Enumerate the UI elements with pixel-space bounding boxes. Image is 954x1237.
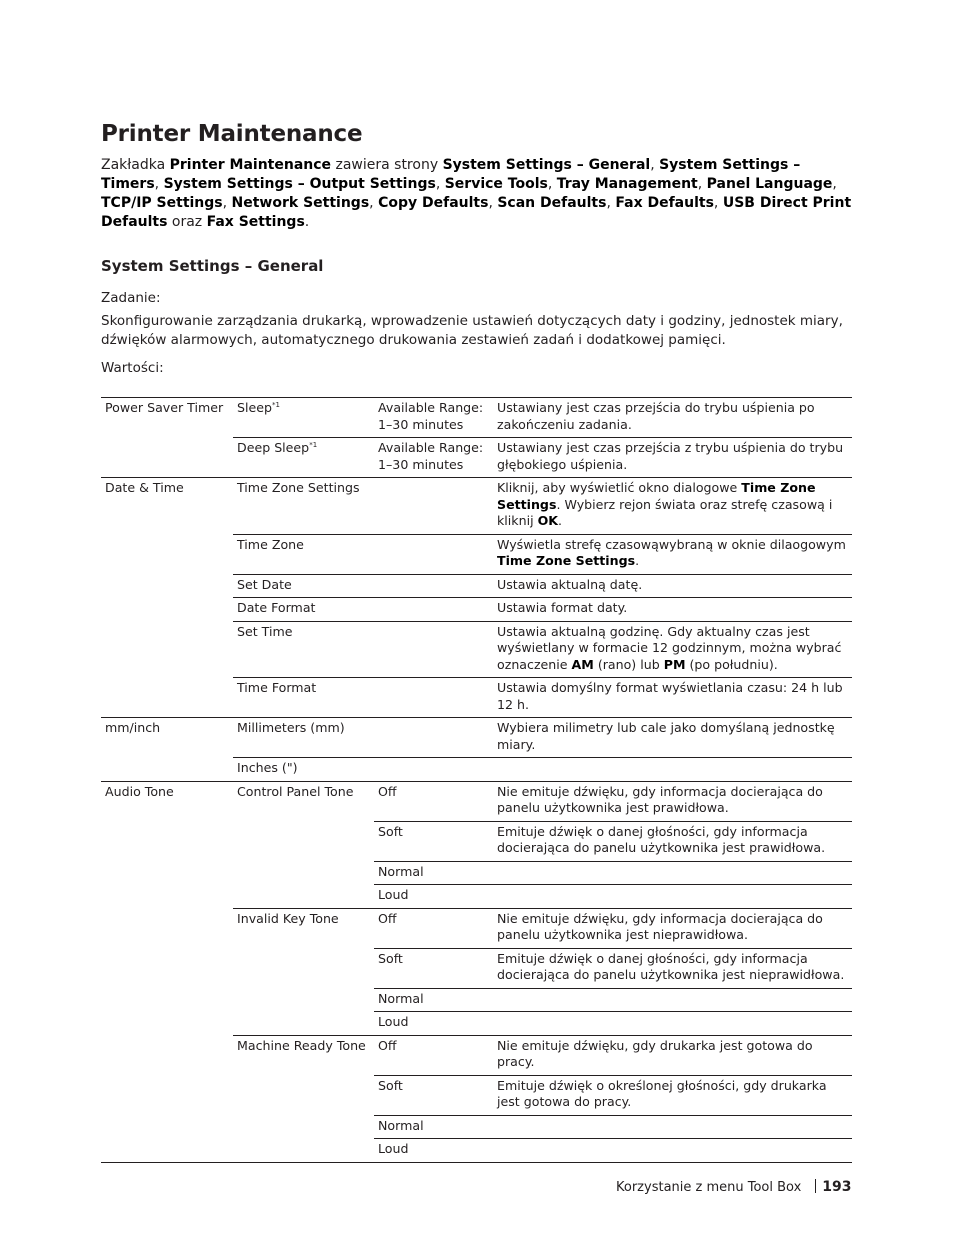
table-row	[101, 718, 852, 758]
setting-group-cell	[101, 988, 233, 1012]
setting-description-cell	[493, 781, 852, 821]
table-row	[101, 885, 852, 909]
text-run: Time Zone	[237, 536, 304, 552]
page-content	[101, 119, 853, 378]
setting-description-cell	[493, 1139, 852, 1163]
setting-item-cell	[233, 574, 374, 598]
setting-item-cell	[233, 948, 374, 988]
setting-group-cell	[101, 1012, 233, 1036]
table-row	[101, 908, 852, 948]
setting-item-cell	[233, 1139, 374, 1163]
table-row	[101, 438, 852, 478]
setting-value-cell: Soft	[374, 948, 493, 988]
text-run: ,	[713, 195, 723, 211]
table-row	[101, 478, 852, 535]
text-run: Kliknij, aby wyświetlić okno dialogowe	[497, 480, 742, 495]
setting-item-cell	[233, 478, 374, 535]
setting-value-cell: Loud	[374, 885, 493, 909]
footnote-marker: *1	[271, 401, 280, 409]
table-row	[101, 1139, 852, 1163]
table-row	[101, 678, 852, 718]
intro-paragraph	[101, 156, 853, 232]
page-title: Printer Maintenance	[101, 121, 363, 147]
ui-term: USB Direct Print Defaults	[101, 195, 852, 230]
text-run: Set Time	[237, 623, 293, 639]
setting-value-cell: Off	[374, 908, 493, 948]
setting-value-cell: Soft	[374, 1075, 493, 1115]
ui-term: Time Zone Settings	[497, 553, 636, 568]
table-row	[101, 948, 852, 988]
ui-term: Fax Defaults	[615, 195, 714, 211]
text-run: Ustawia domyślny format wyświetlania czasu: 24 h lub 12 h.	[497, 680, 843, 712]
text-run: Deep Sleep	[237, 440, 310, 455]
text-run: ,	[547, 176, 557, 192]
setting-item-cell	[233, 861, 374, 885]
text-run: (rano) lub	[593, 656, 664, 672]
text-run: Zakładka	[101, 157, 170, 173]
ui-term: Service Tools	[444, 176, 548, 192]
setting-value-cell	[374, 478, 493, 535]
setting-value-cell: Loud	[374, 1012, 493, 1036]
text-run: Time Zone Settings	[237, 480, 360, 495]
setting-description-cell	[493, 534, 852, 574]
setting-value-cell: Available Range: 1–30 minutes	[374, 438, 493, 478]
ui-term: AM	[571, 656, 594, 672]
text-run: Time Format	[237, 680, 317, 695]
table-row	[101, 781, 852, 821]
text-run: ,	[606, 195, 616, 211]
table-row	[101, 534, 852, 574]
ui-term: OK	[537, 513, 559, 528]
setting-group-cell: Power Saver Timer	[105, 400, 224, 415]
setting-value-cell: Soft	[374, 821, 493, 861]
setting-description-cell	[493, 758, 852, 782]
table-row	[101, 574, 852, 598]
setting-item-cell	[233, 678, 374, 718]
ui-term: Copy Defaults	[378, 195, 489, 211]
setting-item-cell	[233, 1012, 374, 1036]
values-label: Wartości:	[101, 360, 164, 376]
setting-group-cell	[101, 861, 233, 885]
setting-group-cell	[101, 758, 233, 782]
ui-term: Scan Defaults	[497, 195, 607, 211]
setting-value-cell	[374, 758, 493, 782]
setting-group-cell	[101, 1035, 233, 1075]
text-run: oraz	[167, 214, 207, 230]
text-run: Emituje dźwięk o określonej głośności, gdy drukarka jest gotowa do pracy.	[497, 1077, 827, 1109]
text-run: Wybiera milimetry lub cale jako domyślaną jednostkę miary.	[497, 720, 835, 752]
text-run: . Wybierz rejon świata oraz strefę czasową i kliknij	[497, 496, 833, 528]
text-run: Ustawia format daty.	[497, 600, 628, 615]
setting-group-cell	[101, 574, 233, 598]
setting-description-cell	[493, 908, 852, 948]
setting-value-cell: Loud	[374, 1139, 493, 1163]
setting-description-cell	[493, 718, 852, 758]
setting-item-cell	[233, 598, 374, 622]
text-run: Nie emituje dźwięku, gdy informacja docierająca do panelu użytkownika jest prawidłowa.	[497, 783, 823, 815]
text-run: .	[635, 553, 640, 568]
text-run: Machine Ready Tone	[237, 1037, 366, 1053]
table-row	[101, 1075, 852, 1115]
setting-item-cell	[233, 534, 374, 574]
setting-description-cell	[493, 1035, 852, 1075]
text-run: ,	[369, 195, 379, 211]
text-run: ,	[697, 176, 707, 192]
text-run: (po południu).	[685, 656, 778, 672]
task-label: Zadanie:	[101, 290, 161, 306]
setting-group-cell	[101, 598, 233, 622]
setting-description-cell	[493, 621, 852, 678]
setting-description-cell	[493, 438, 852, 478]
table-row	[101, 398, 852, 438]
setting-group-cell: Audio Tone	[101, 781, 233, 821]
text-run: .	[558, 513, 563, 528]
setting-description-cell	[493, 885, 852, 909]
setting-item-cell	[233, 821, 374, 861]
setting-item-cell	[233, 1075, 374, 1115]
setting-value-cell	[374, 678, 493, 718]
ui-term: Fax Settings	[206, 214, 305, 230]
setting-group-cell: mm/inch	[101, 718, 233, 758]
text-run: Sleep	[237, 400, 272, 415]
ui-term: TCP/IP Settings	[101, 195, 223, 211]
text-run: Date Format	[237, 600, 316, 615]
ui-term: Panel Language	[706, 176, 833, 192]
setting-item-cell	[233, 758, 374, 782]
text-run: ,	[650, 157, 660, 173]
setting-item-cell	[233, 718, 374, 758]
setting-value-cell	[374, 621, 493, 678]
setting-value-cell: Normal	[374, 1115, 493, 1139]
setting-description-cell	[493, 478, 852, 535]
setting-value-cell: Off	[374, 781, 493, 821]
ui-term: Time Zone Settings	[497, 480, 816, 512]
text-run: Inches (")	[237, 760, 298, 775]
setting-group-cell: Date & Time	[101, 478, 233, 535]
text-run: Nie emituje dźwięku, gdy drukarka jest gotowa do pracy.	[497, 1037, 813, 1069]
text-run: Millimeters (mm)	[237, 720, 345, 735]
section-title: System Settings – General	[101, 257, 324, 275]
setting-item-cell	[233, 621, 374, 678]
setting-value-cell: Normal	[374, 988, 493, 1012]
ui-term: Tray Management	[556, 176, 698, 192]
ui-term: System Settings – Timers	[101, 157, 801, 192]
setting-group-cell	[101, 908, 233, 948]
text-run: Ustawiany jest czas przejścia do trybu uśpienia po zakończeniu zadania.	[497, 400, 815, 432]
text-run: ,	[435, 176, 445, 192]
text-run: zawiera strony	[331, 157, 443, 173]
text-run: ,	[222, 195, 232, 211]
table-row	[101, 1012, 852, 1036]
text-run: Emituje dźwięk o danej głośności, gdy informacja docierająca do panelu użytkownika jest nieprawidłowa.	[497, 950, 845, 982]
setting-item-cell	[233, 988, 374, 1012]
text-run: Ustawia aktualną godzinę. Gdy aktualny czas jest wyświetlany w formacie 12 godzinnym, można wybrać oznaczenie	[497, 623, 842, 672]
text-run: Nie emituje dźwięku, gdy informacja docierająca do panelu użytkownika jest nieprawidłowa.	[497, 910, 823, 942]
text-run: Wyświetla strefę czasowąwybraną w oknie dilaogowym	[497, 536, 846, 552]
setting-item-cell	[233, 885, 374, 909]
setting-value-cell	[374, 534, 493, 574]
setting-description-cell	[493, 1115, 852, 1139]
setting-group-cell	[101, 885, 233, 909]
table-row	[101, 621, 852, 678]
table-row	[101, 821, 852, 861]
setting-value-cell: Off	[374, 1035, 493, 1075]
setting-group-cell	[101, 678, 233, 718]
setting-description-cell	[493, 988, 852, 1012]
text-run: Emituje dźwięk o danej głośności, gdy informacja docierająca do panelu użytkownika jest prawidłowa.	[497, 823, 826, 855]
setting-item-cell	[233, 438, 374, 478]
table-row	[101, 758, 852, 782]
setting-item-cell	[233, 1115, 374, 1139]
setting-group-cell	[101, 1115, 233, 1139]
table-row	[101, 598, 852, 622]
setting-group-cell	[101, 534, 233, 574]
setting-item-cell	[233, 398, 374, 438]
setting-description-cell	[493, 1075, 852, 1115]
setting-description-cell	[493, 948, 852, 988]
settings-table	[101, 397, 852, 1163]
table-row	[101, 861, 852, 885]
text-run: ,	[154, 176, 164, 192]
text-run: Set Date	[237, 576, 292, 592]
footnote-marker: *1	[309, 441, 318, 449]
setting-group-cell	[101, 438, 233, 478]
table-row	[101, 1115, 852, 1139]
ui-term: Printer Maintenance	[169, 157, 332, 173]
page-number: 193	[822, 1179, 852, 1195]
setting-description-cell	[493, 821, 852, 861]
text-run: .	[304, 214, 310, 230]
text-run: Control Panel Tone	[237, 783, 354, 799]
setting-description-cell	[493, 398, 852, 438]
setting-value-cell: Available Range: 1–30 minutes	[378, 400, 484, 432]
setting-item-cell	[233, 908, 374, 948]
setting-description-cell	[493, 574, 852, 598]
setting-value-cell	[374, 718, 493, 758]
text-run: ,	[488, 195, 498, 211]
setting-group-cell	[101, 948, 233, 988]
setting-item-cell	[233, 781, 374, 821]
setting-item-cell	[233, 1035, 374, 1075]
ui-term: System Settings – General	[442, 157, 651, 173]
ui-term: Network Settings	[231, 195, 370, 211]
text-run: Ustawiany jest czas przejścia z trybu uśpienia do trybu głębokiego uśpienia.	[497, 440, 844, 472]
text-run: Ustawia aktualną datę.	[497, 576, 643, 592]
text-run: ,	[832, 176, 837, 192]
setting-value-cell: Normal	[374, 861, 493, 885]
page-footer	[616, 1178, 852, 1197]
table-row	[101, 988, 852, 1012]
setting-group-cell	[101, 1139, 233, 1163]
ui-term: System Settings – Output Settings	[163, 176, 436, 192]
setting-value-cell	[374, 574, 493, 598]
task-text: Skonfigurowanie zarządzania drukarką, wprowadzenie ustawień dotyczących daty i godziny, jednostek miary, dźwięków alarmowych, automatycznego drukowania zestawień zadań i dodatkowej pamięci.	[101, 313, 843, 348]
setting-description-cell	[493, 1012, 852, 1036]
ui-term: PM	[663, 656, 686, 672]
table-row	[101, 1035, 852, 1075]
text-run: Invalid Key Tone	[237, 910, 339, 926]
footer-divider	[815, 1179, 816, 1193]
setting-description-cell	[493, 678, 852, 718]
setting-description-cell	[493, 598, 852, 622]
setting-value-cell	[374, 598, 493, 622]
setting-group-cell	[101, 621, 233, 678]
setting-description-cell	[493, 861, 852, 885]
setting-group-cell	[101, 821, 233, 861]
footer-text: Korzystanie z menu Tool Box	[616, 1180, 802, 1195]
setting-group-cell	[101, 1075, 233, 1115]
